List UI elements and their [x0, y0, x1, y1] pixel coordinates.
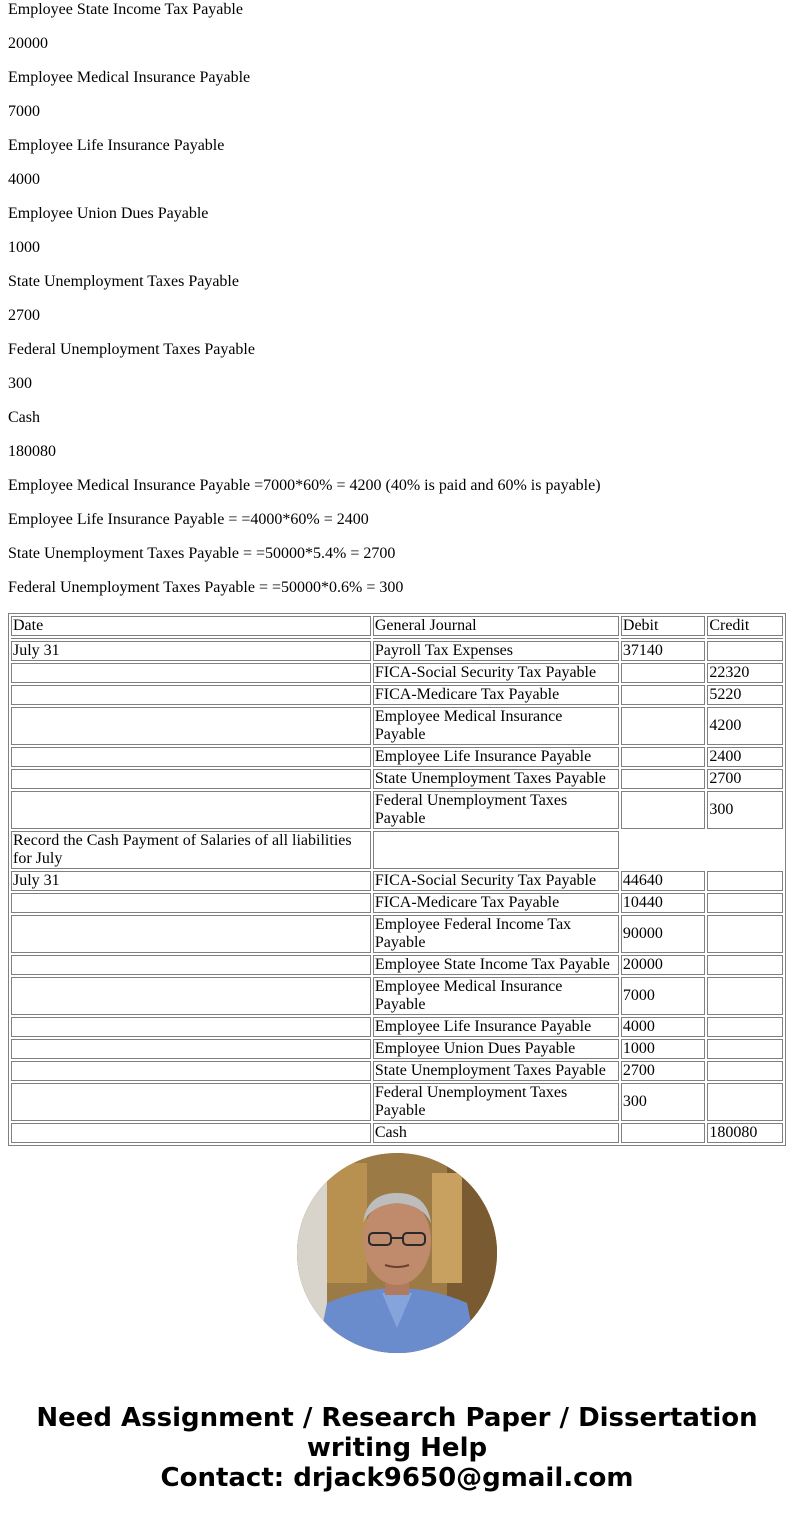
credit-cell: 2700 [707, 769, 783, 789]
header-date: Date [11, 616, 371, 636]
footer-contact [0, 1403, 794, 1493]
footer-line-1: Need Assignment / Research Paper / Dissertation [36, 1403, 758, 1433]
table-row [11, 663, 783, 683]
account-cell: State Unemployment Taxes Payable [373, 1061, 619, 1081]
date-cell [11, 769, 371, 789]
credit-cell: 180080 [707, 1123, 783, 1143]
text-line: Employee Union Dues Payable [8, 205, 209, 222]
header-debit: Debit [621, 616, 705, 636]
text-line: 7000 [8, 103, 40, 120]
separator-cell [707, 638, 783, 639]
table-row [11, 707, 783, 745]
debit-cell [621, 707, 705, 745]
account-cell: Federal Unemployment Taxes Payable [373, 791, 619, 829]
account-cell: Employee Medical Insurance Payable [373, 707, 619, 745]
text-line: 2700 [8, 307, 40, 324]
table-row [11, 915, 783, 953]
credit-cell [707, 977, 783, 1015]
blank-space [621, 831, 783, 869]
account-cell: Payroll Tax Expenses [373, 641, 619, 661]
date-cell [11, 955, 371, 975]
debit-cell [621, 769, 705, 789]
account-cell: Employee Union Dues Payable [373, 1039, 619, 1059]
debit-cell [621, 685, 705, 705]
date-cell [11, 747, 371, 767]
date-cell [11, 915, 371, 953]
date-cell [11, 1123, 371, 1143]
table-row [11, 1039, 783, 1059]
date-cell [11, 791, 371, 829]
credit-cell [707, 915, 783, 953]
table-row [11, 747, 783, 767]
section-title-row [11, 831, 783, 869]
credit-cell: 2400 [707, 747, 783, 767]
account-cell: FICA-Social Security Tax Payable [373, 663, 619, 683]
debit-cell: 7000 [621, 977, 705, 1015]
table-row [11, 871, 783, 891]
date-cell [11, 1083, 371, 1121]
debit-cell: 2700 [621, 1061, 705, 1081]
table-header-row [11, 616, 783, 636]
date-cell: July 31 [11, 871, 371, 891]
text-line: Cash [8, 409, 40, 426]
text-line: 4000 [8, 171, 40, 188]
author-photo [297, 1153, 497, 1353]
footer-line-2: writing Help [306, 1433, 488, 1463]
table-row [11, 641, 783, 661]
debit-cell: 4000 [621, 1017, 705, 1037]
debit-cell: 1000 [621, 1039, 705, 1059]
credit-cell: 4200 [707, 707, 783, 745]
debit-cell [621, 1123, 705, 1143]
account-cell: FICA-Social Security Tax Payable [373, 871, 619, 891]
footer-line-3: Contact: drjack9650@gmail.com [160, 1463, 634, 1493]
credit-cell [707, 1083, 783, 1121]
account-cell: FICA-Medicare Tax Payable [373, 685, 619, 705]
separator-cell [11, 638, 371, 639]
date-cell [11, 685, 371, 705]
debit-cell: 90000 [621, 915, 705, 953]
empty-cell [373, 831, 619, 869]
credit-cell: 22320 [707, 663, 783, 683]
debit-cell [621, 747, 705, 767]
text-line: 1000 [8, 239, 40, 256]
debit-cell: 10440 [621, 893, 705, 913]
table-row [11, 893, 783, 913]
credit-cell [707, 893, 783, 913]
header-separator [11, 638, 783, 639]
credit-cell: 300 [707, 791, 783, 829]
debit-cell: 20000 [621, 955, 705, 975]
table-row [11, 955, 783, 975]
text-line: Federal Unemployment Taxes Payable [8, 341, 255, 358]
date-cell [11, 1039, 371, 1059]
account-cell: Cash [373, 1123, 619, 1143]
text-line: Employee Life Insurance Payable = =4000*60% = 2400 [8, 511, 369, 528]
debit-cell: 300 [621, 1083, 705, 1121]
table-row [11, 977, 783, 1015]
date-cell [11, 663, 371, 683]
account-cell: Employee Federal Income Tax Payable [373, 915, 619, 953]
debit-cell [621, 663, 705, 683]
account-cell: Employee Medical Insurance Payable [373, 977, 619, 1015]
text-line: Federal Unemployment Taxes Payable = =50000*0.6% = 300 [8, 579, 404, 596]
general-journal-table [8, 613, 786, 1146]
debit-cell [621, 791, 705, 829]
header-credit: Credit [707, 616, 783, 636]
date-cell [11, 1017, 371, 1037]
text-line: State Unemployment Taxes Payable [8, 273, 239, 290]
text-line: Employee Medical Insurance Payable =7000*60% = 4200 (40% is paid and 60% is payable) [8, 477, 601, 494]
date-cell: July 31 [11, 641, 371, 661]
portrait-image [297, 1153, 497, 1353]
table-row [11, 1083, 783, 1121]
date-cell [11, 977, 371, 1015]
header-general-journal: General Journal [373, 616, 619, 636]
separator-cell [621, 638, 705, 639]
debit-cell: 44640 [621, 871, 705, 891]
account-cell: Federal Unemployment Taxes Payable [373, 1083, 619, 1121]
table-row [11, 1061, 783, 1081]
text-line: 20000 [8, 35, 48, 52]
table-row [11, 1123, 783, 1143]
credit-cell [707, 955, 783, 975]
debit-cell: 37140 [621, 641, 705, 661]
credit-cell [707, 1039, 783, 1059]
text-line: Employee Life Insurance Payable [8, 137, 225, 154]
text-line: 180080 [8, 443, 56, 460]
credit-cell: 5220 [707, 685, 783, 705]
credit-cell [707, 871, 783, 891]
account-cell: Employee Life Insurance Payable [373, 1017, 619, 1037]
table-row [11, 769, 783, 789]
text-line: State Unemployment Taxes Payable = =50000*5.4% = 2700 [8, 545, 396, 562]
table-row [11, 685, 783, 705]
date-cell [11, 893, 371, 913]
credit-cell [707, 1017, 783, 1037]
text-lines [8, 0, 788, 612]
table-row [11, 1017, 783, 1037]
table-row [11, 791, 783, 829]
credit-cell [707, 641, 783, 661]
date-cell [11, 1061, 371, 1081]
section-title-cell: Record the Cash Payment of Salaries of all liabilities for July [11, 831, 371, 869]
text-line: Employee State Income Tax Payable [8, 1, 243, 18]
credit-cell [707, 1061, 783, 1081]
date-cell [11, 707, 371, 745]
account-cell: State Unemployment Taxes Payable [373, 769, 619, 789]
text-line: Employee Medical Insurance Payable [8, 69, 251, 86]
account-cell: Employee Life Insurance Payable [373, 747, 619, 767]
text-line: 300 [8, 375, 32, 392]
account-cell: FICA-Medicare Tax Payable [373, 893, 619, 913]
separator-cell [373, 638, 619, 639]
account-cell: Employee State Income Tax Payable [373, 955, 619, 975]
